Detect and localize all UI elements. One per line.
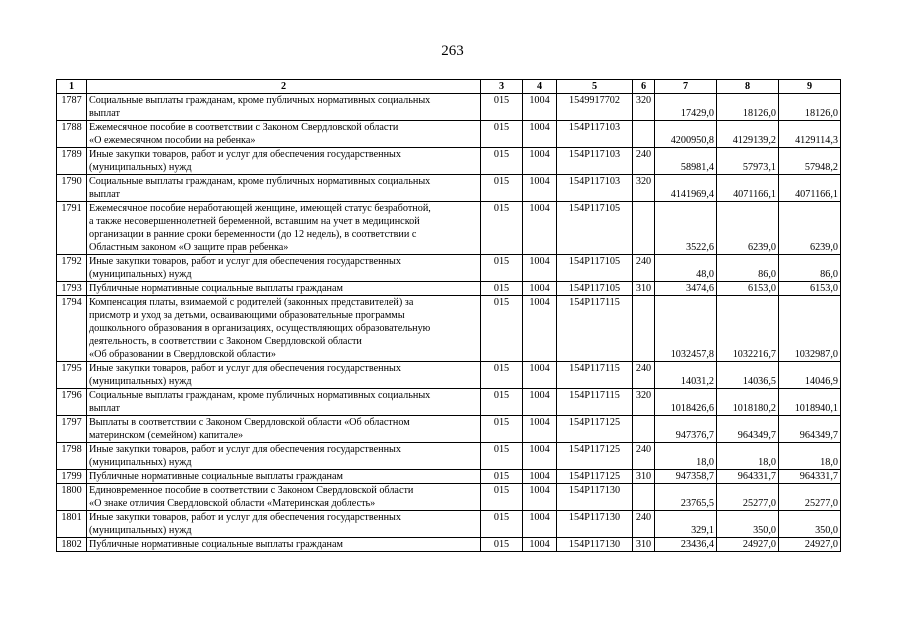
description-line: материнском (семейном) капитале» [89, 430, 244, 441]
expense-type-cell: 240 [633, 443, 655, 470]
amount-year1-cell: 4141969,4 [655, 175, 717, 202]
amount-year1-cell: 18,0 [655, 443, 717, 470]
description-line: Иные закупки товаров, работ и услуг для обеспечения государственных [89, 256, 401, 267]
header-cell: 5 [557, 80, 633, 94]
ministry-code-cell: 015 [481, 148, 523, 175]
ministry-code-cell: 015 [481, 484, 523, 511]
description-line: Выплаты в соответствии с Законом Свердловской области «Об областном [89, 417, 410, 428]
description-cell [87, 511, 481, 538]
table-row [57, 175, 841, 202]
amount-year2-cell: 18,0 [717, 443, 779, 470]
section-code-cell: 1004 [523, 389, 557, 416]
description-cell [87, 175, 481, 202]
target-article-cell: 154Р117125 [557, 416, 633, 443]
description-cell [87, 470, 481, 484]
row-number-cell: 1795 [57, 362, 87, 389]
expense-type-cell [633, 121, 655, 148]
ministry-code-cell: 015 [481, 282, 523, 296]
amount-year3-cell: 1018940,1 [779, 389, 841, 416]
amount-year3-cell: 6153,0 [779, 282, 841, 296]
description-line: а также несовершеннолетней беременной, вставшим на учет в медицинской [89, 216, 420, 227]
table-row [57, 121, 841, 148]
section-code-cell: 1004 [523, 296, 557, 362]
amount-year3-cell: 57948,2 [779, 148, 841, 175]
description-cell [87, 121, 481, 148]
target-article-cell: 154Р117130 [557, 484, 633, 511]
description-line: (муниципальных) нужд [89, 162, 192, 173]
amount-year1-cell: 947358,7 [655, 470, 717, 484]
table-row [57, 282, 841, 296]
ministry-code-cell: 015 [481, 389, 523, 416]
description-line: Социальные выплаты гражданам, кроме публичных нормативных социальных [89, 176, 431, 187]
amount-year3-cell: 964331,7 [779, 470, 841, 484]
amount-year3-cell: 18,0 [779, 443, 841, 470]
amount-year1-cell: 1032457,8 [655, 296, 717, 362]
ministry-code-cell: 015 [481, 202, 523, 255]
row-number-cell: 1787 [57, 94, 87, 121]
expense-type-cell: 310 [633, 282, 655, 296]
description-cell [87, 202, 481, 255]
description-line: Ежемесячное пособие в соответствии с Законом Свердловской области [89, 122, 399, 133]
expense-type-cell: 310 [633, 538, 655, 552]
description-line: Публичные нормативные социальные выплаты гражданам [89, 471, 343, 482]
target-article-cell: 154Р117115 [557, 296, 633, 362]
amount-year1-cell: 3522,6 [655, 202, 717, 255]
description-line: (муниципальных) нужд [89, 269, 192, 280]
description-line: Социальные выплаты гражданам, кроме публичных нормативных социальных [89, 390, 431, 401]
amount-year1-cell: 17429,0 [655, 94, 717, 121]
expense-type-cell [633, 484, 655, 511]
target-article-cell: 154Р117130 [557, 538, 633, 552]
section-code-cell: 1004 [523, 175, 557, 202]
amount-year3-cell: 1032987,0 [779, 296, 841, 362]
section-code-cell: 1004 [523, 94, 557, 121]
description-line: (муниципальных) нужд [89, 457, 192, 468]
header-cell: 4 [523, 80, 557, 94]
description-cell [87, 538, 481, 552]
row-number-cell: 1793 [57, 282, 87, 296]
description-line: «Об образовании в Свердловской области» [89, 349, 276, 360]
target-article-cell: 154Р117103 [557, 121, 633, 148]
expense-type-cell: 320 [633, 94, 655, 121]
ministry-code-cell: 015 [481, 94, 523, 121]
amount-year2-cell: 4129139,2 [717, 121, 779, 148]
description-line: Иные закупки товаров, работ и услуг для обеспечения государственных [89, 512, 401, 523]
section-code-cell: 1004 [523, 362, 557, 389]
description-line: Областным законом «О защите прав ребенка» [89, 242, 289, 253]
amount-year2-cell: 86,0 [717, 255, 779, 282]
amount-year1-cell: 4200950,8 [655, 121, 717, 148]
header-cell: 3 [481, 80, 523, 94]
expense-type-cell: 240 [633, 255, 655, 282]
description-line: Публичные нормативные социальные выплаты гражданам [89, 539, 343, 550]
section-code-cell: 1004 [523, 282, 557, 296]
amount-year3-cell: 350,0 [779, 511, 841, 538]
amount-year3-cell: 25277,0 [779, 484, 841, 511]
table-row [57, 296, 841, 362]
table-row [57, 538, 841, 552]
description-line: Иные закупки товаров, работ и услуг для обеспечения государственных [89, 363, 401, 374]
amount-year2-cell: 350,0 [717, 511, 779, 538]
expense-type-cell: 310 [633, 470, 655, 484]
description-line: (муниципальных) нужд [89, 376, 192, 387]
page-number: 263 [441, 43, 464, 59]
table-row [57, 511, 841, 538]
target-article-cell: 154Р117125 [557, 443, 633, 470]
amount-year2-cell: 57973,1 [717, 148, 779, 175]
amount-year1-cell: 58981,4 [655, 148, 717, 175]
description-line: Единовременное пособие в соответствии с Законом Свердловской области [89, 485, 414, 496]
header-cell: 1 [57, 80, 87, 94]
row-number-cell: 1801 [57, 511, 87, 538]
amount-year2-cell: 1032216,7 [717, 296, 779, 362]
ministry-code-cell: 015 [481, 443, 523, 470]
target-article-cell: 154Р117115 [557, 389, 633, 416]
expense-type-cell [633, 416, 655, 443]
amount-year2-cell: 18126,0 [717, 94, 779, 121]
row-number-cell: 1798 [57, 443, 87, 470]
header-cell: 7 [655, 80, 717, 94]
section-code-cell: 1004 [523, 443, 557, 470]
table-row [57, 362, 841, 389]
description-line: Компенсация платы, взимаемой с родителей (законных представителей) за [89, 297, 414, 308]
amount-year3-cell: 964349,7 [779, 416, 841, 443]
ministry-code-cell: 015 [481, 296, 523, 362]
budget-table [56, 79, 841, 552]
ministry-code-cell: 015 [481, 470, 523, 484]
amount-year2-cell: 1018180,2 [717, 389, 779, 416]
table-row [57, 148, 841, 175]
description-line: выплат [89, 403, 120, 414]
target-article-cell: 154Р117105 [557, 202, 633, 255]
table-row [57, 255, 841, 282]
header-row [57, 80, 841, 94]
table-row [57, 389, 841, 416]
section-code-cell: 1004 [523, 511, 557, 538]
amount-year1-cell: 947376,7 [655, 416, 717, 443]
target-article-cell: 154Р117105 [557, 255, 633, 282]
row-number-cell: 1789 [57, 148, 87, 175]
amount-year1-cell: 48,0 [655, 255, 717, 282]
expense-type-cell: 240 [633, 362, 655, 389]
description-line: Ежемесячное пособие неработающей женщине, имеющей статус безработной, [89, 203, 431, 214]
row-number-cell: 1800 [57, 484, 87, 511]
description-line: Публичные нормативные социальные выплаты гражданам [89, 283, 343, 294]
table-row [57, 470, 841, 484]
table-row [57, 94, 841, 121]
amount-year2-cell: 14036,5 [717, 362, 779, 389]
ministry-code-cell: 015 [481, 121, 523, 148]
amount-year1-cell: 23436,4 [655, 538, 717, 552]
amount-year2-cell: 4071166,1 [717, 175, 779, 202]
target-article-cell: 154Р117125 [557, 470, 633, 484]
ministry-code-cell: 015 [481, 416, 523, 443]
ministry-code-cell: 015 [481, 362, 523, 389]
description-line: организации в ранние сроки беременности (до 12 недель), в соответствии с [89, 229, 417, 240]
target-article-cell: 154Р117130 [557, 511, 633, 538]
description-line: «О ежемесячном пособии на ребенка» [89, 135, 256, 146]
header-cell: 6 [633, 80, 655, 94]
amount-year3-cell: 4071166,1 [779, 175, 841, 202]
expense-type-cell: 240 [633, 148, 655, 175]
row-number-cell: 1794 [57, 296, 87, 362]
amount-year2-cell: 964349,7 [717, 416, 779, 443]
description-cell [87, 148, 481, 175]
amount-year3-cell: 18126,0 [779, 94, 841, 121]
expense-type-cell: 240 [633, 511, 655, 538]
amount-year2-cell: 964331,7 [717, 470, 779, 484]
row-number-cell: 1797 [57, 416, 87, 443]
amount-year1-cell: 14031,2 [655, 362, 717, 389]
section-code-cell: 1004 [523, 470, 557, 484]
amount-year1-cell: 329,1 [655, 511, 717, 538]
amount-year1-cell: 1018426,6 [655, 389, 717, 416]
amount-year3-cell: 14046,9 [779, 362, 841, 389]
description-line: «О знаке отличия Свердловской области «Материнская доблесть» [89, 498, 376, 509]
amount-year1-cell: 3474,6 [655, 282, 717, 296]
target-article-cell: 154Р117105 [557, 282, 633, 296]
target-article-cell: 1549917702 [557, 94, 633, 121]
section-code-cell: 1004 [523, 484, 557, 511]
description-line: присмотр и уход за детьми, осваивающими образовательные программы [89, 310, 405, 321]
section-code-cell: 1004 [523, 416, 557, 443]
description-cell [87, 282, 481, 296]
amount-year2-cell: 6153,0 [717, 282, 779, 296]
ministry-code-cell: 015 [481, 175, 523, 202]
section-code-cell: 1004 [523, 202, 557, 255]
description-cell [87, 94, 481, 121]
section-code-cell: 1004 [523, 148, 557, 175]
amount-year1-cell: 23765,5 [655, 484, 717, 511]
row-number-cell: 1791 [57, 202, 87, 255]
section-code-cell: 1004 [523, 538, 557, 552]
amount-year2-cell: 6239,0 [717, 202, 779, 255]
description-cell [87, 416, 481, 443]
amount-year3-cell: 4129114,3 [779, 121, 841, 148]
row-number-cell: 1796 [57, 389, 87, 416]
header-cell: 9 [779, 80, 841, 94]
row-number-cell: 1788 [57, 121, 87, 148]
description-line: Иные закупки товаров, работ и услуг для обеспечения государственных [89, 444, 401, 455]
description-cell [87, 296, 481, 362]
amount-year3-cell: 24927,0 [779, 538, 841, 552]
expense-type-cell [633, 202, 655, 255]
description-line: дошкольного образования в организациях, осуществляющих образовательную [89, 323, 431, 334]
table-row [57, 484, 841, 511]
target-article-cell: 154Р117115 [557, 362, 633, 389]
section-code-cell: 1004 [523, 255, 557, 282]
expense-type-cell [633, 296, 655, 362]
description-line: деятельность, в соответствии с Законом Свердловской области [89, 336, 362, 347]
table-row [57, 416, 841, 443]
description-cell [87, 484, 481, 511]
ministry-code-cell: 015 [481, 538, 523, 552]
table-row [57, 443, 841, 470]
row-number-cell: 1799 [57, 470, 87, 484]
header-cell: 8 [717, 80, 779, 94]
section-code-cell: 1004 [523, 121, 557, 148]
target-article-cell: 154Р117103 [557, 175, 633, 202]
amount-year2-cell: 25277,0 [717, 484, 779, 511]
description-line: выплат [89, 189, 120, 200]
description-line: выплат [89, 108, 120, 119]
table-body [57, 94, 841, 552]
ministry-code-cell: 015 [481, 255, 523, 282]
amount-year3-cell: 6239,0 [779, 202, 841, 255]
row-number-cell: 1792 [57, 255, 87, 282]
description-cell [87, 389, 481, 416]
description-line: (муниципальных) нужд [89, 525, 192, 536]
description-cell [87, 362, 481, 389]
description-line: Социальные выплаты гражданам, кроме публичных нормативных социальных [89, 95, 431, 106]
row-number-cell: 1790 [57, 175, 87, 202]
expense-type-cell: 320 [633, 175, 655, 202]
header-cell: 2 [87, 80, 481, 94]
expense-type-cell: 320 [633, 389, 655, 416]
table-row [57, 202, 841, 255]
row-number-cell: 1802 [57, 538, 87, 552]
ministry-code-cell: 015 [481, 511, 523, 538]
target-article-cell: 154Р117103 [557, 148, 633, 175]
amount-year2-cell: 24927,0 [717, 538, 779, 552]
description-line: Иные закупки товаров, работ и услуг для обеспечения государственных [89, 149, 401, 160]
description-cell [87, 443, 481, 470]
description-cell [87, 255, 481, 282]
amount-year3-cell: 86,0 [779, 255, 841, 282]
